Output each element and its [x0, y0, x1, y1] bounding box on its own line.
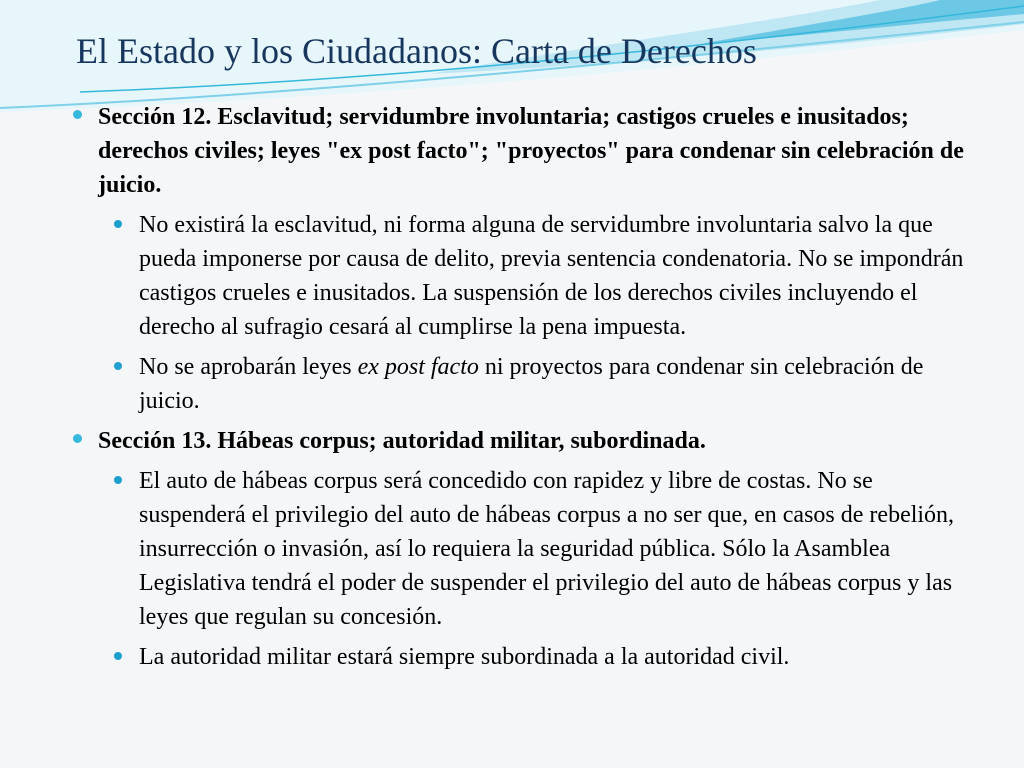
- section-13-point-1: [70, 464, 970, 634]
- point-text-after: ni proyectos para condenar sin celebración de juicio.: [139, 354, 924, 414]
- section-13-point-2: [70, 640, 970, 674]
- section-12-point-1: [70, 208, 970, 344]
- point-text: [139, 350, 970, 418]
- section-12-point-2: [70, 350, 970, 418]
- point-text-before: No se aprobarán leyes: [139, 354, 358, 380]
- section-12: [70, 100, 970, 202]
- bullet-icon: [73, 110, 82, 119]
- section-12-heading: Sección 12. Esclavitud; servidumbre involuntaria; castigos crueles e inusitados; derechos civiles; leyes "ex post facto"; "proyectos" para condenar sin celebración de juicio.: [98, 104, 964, 198]
- section-13: [70, 424, 970, 458]
- bullet-icon: [114, 220, 122, 228]
- bullet-icon: [114, 362, 122, 370]
- section-13-heading: Sección 13. Hábeas corpus; autoridad militar, subordinada.: [98, 428, 706, 454]
- bullet-icon: [73, 434, 82, 443]
- point-text: No existirá la esclavitud, ni forma alguna de servidumbre involuntaria salvo la que pueda imponerse por causa de delito, previa sentencia condenatoria. No se impondrán castigos crueles e inusitados. La suspensión de los derechos civiles incluyendo el derecho al sufragio cesará al cumplirse la pena impuesta.: [139, 212, 964, 340]
- bullet-icon: [114, 476, 122, 484]
- point-text-italic: ex post facto: [357, 354, 479, 380]
- point-text: La autoridad militar estará siempre subordinada a la autoridad civil.: [139, 644, 790, 670]
- point-text: El auto de hábeas corpus será concedido con rapidez y libre de costas. No se suspenderá el privilegio del auto de hábeas corpus a no ser que, en casos de rebelión, insurrección o invasión, así lo requiera la seguridad pública. Sólo la Asamblea Legislativa tendrá el poder de suspender el privilegio del auto de hábeas corpus y las leyes que regulan su concesión.: [139, 468, 955, 630]
- slide-title: El Estado y los Ciudadanos: Carta de Derechos: [76, 31, 757, 71]
- slide-content: [70, 100, 970, 674]
- bullet-icon: [114, 652, 122, 660]
